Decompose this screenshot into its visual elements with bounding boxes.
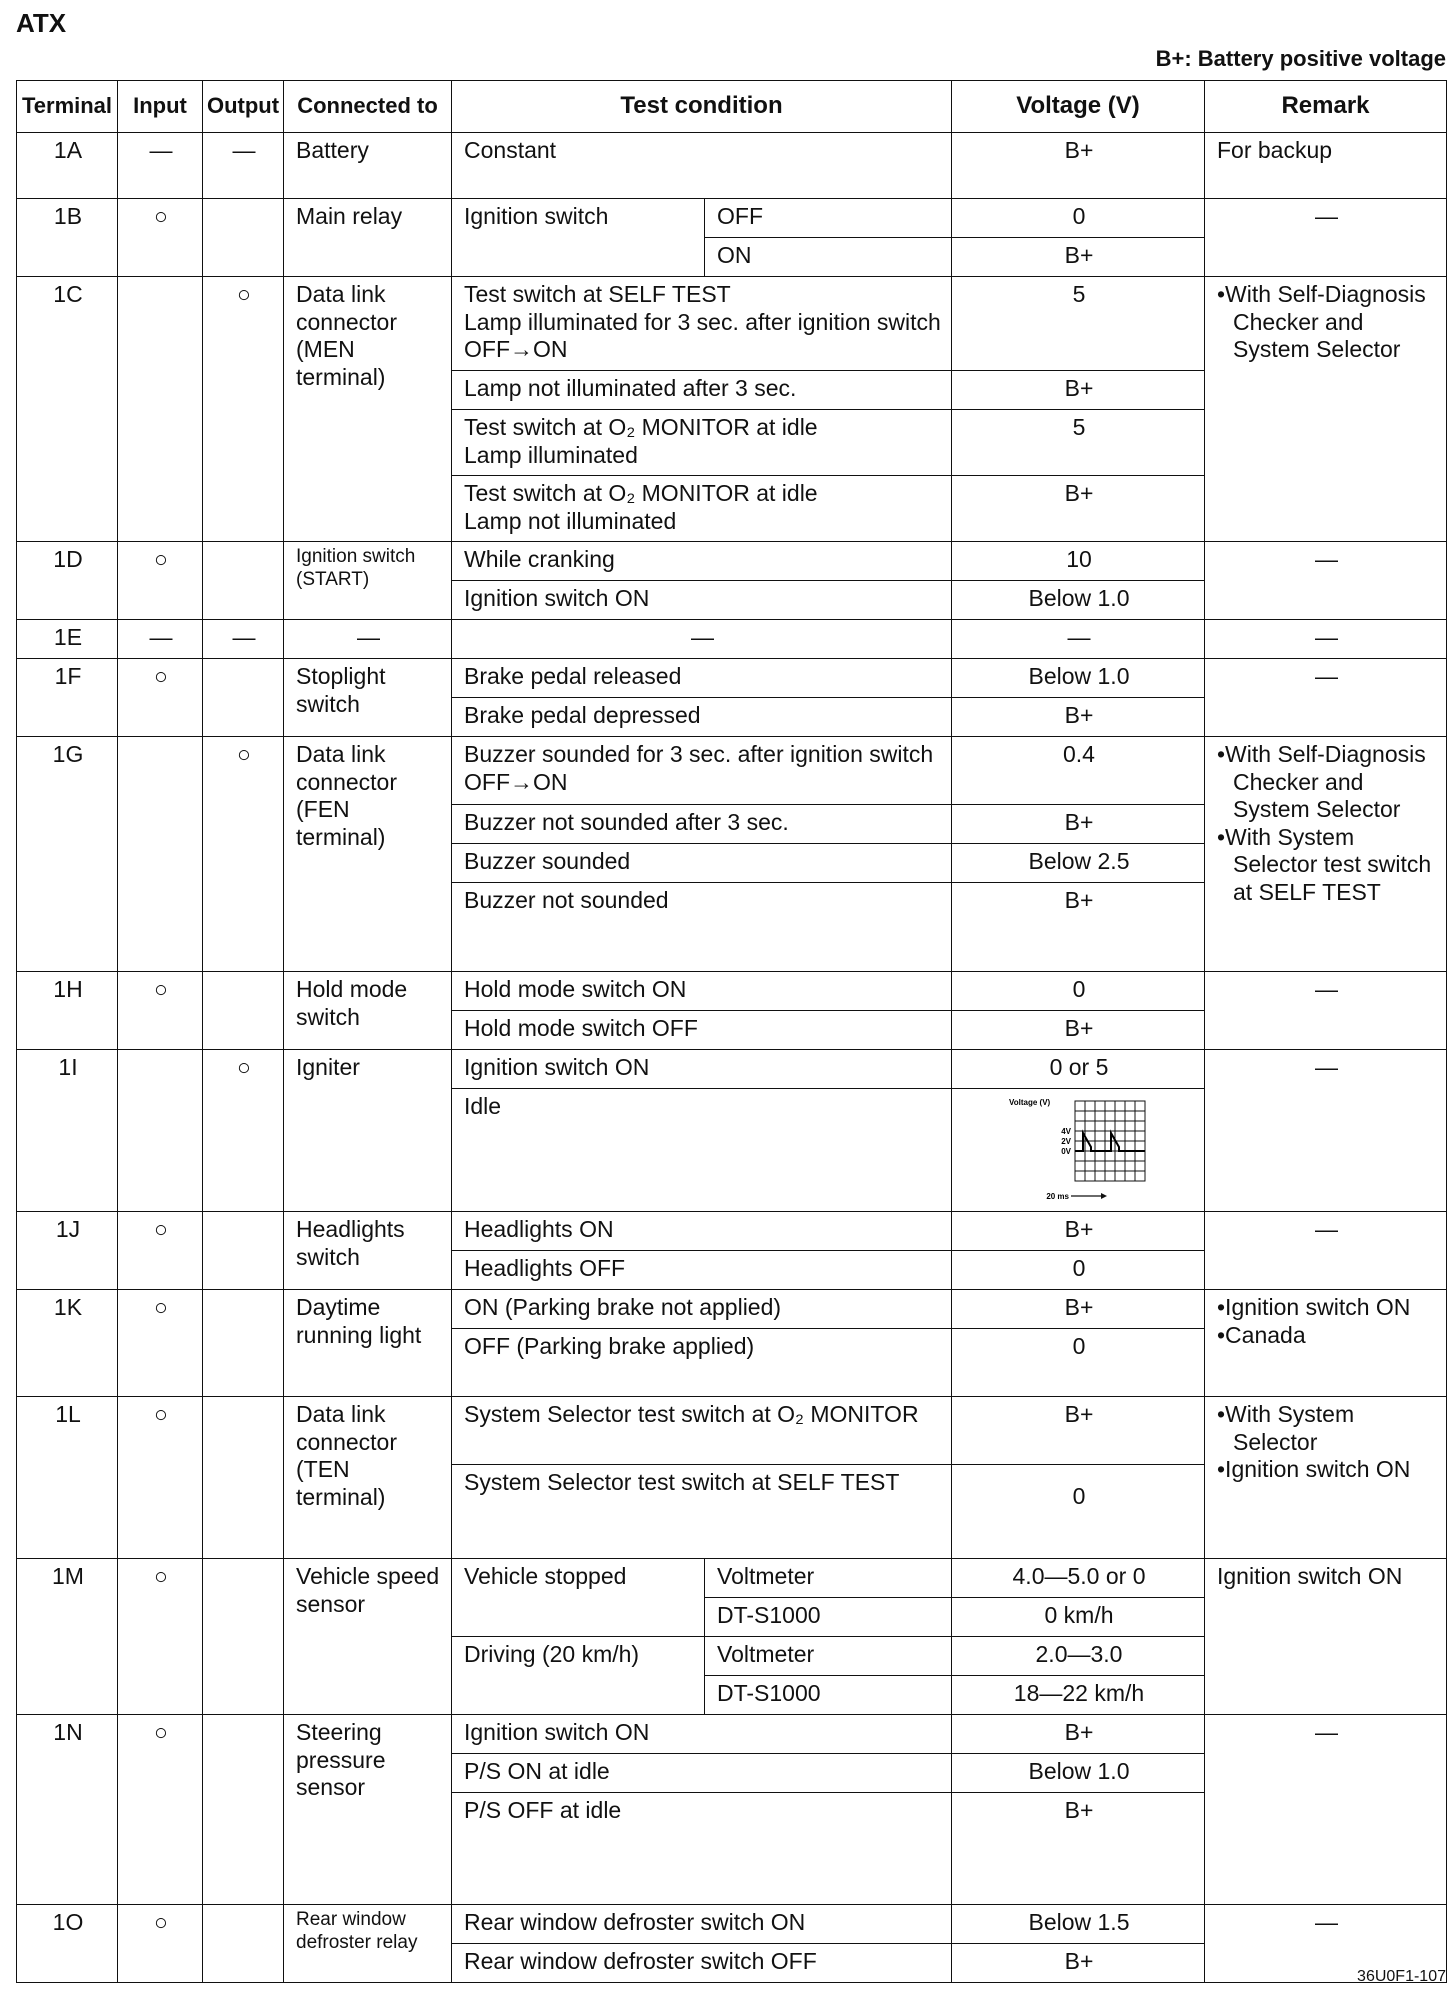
output-cell <box>203 972 284 1050</box>
voltage-cell: Below 2.5 <box>952 844 1205 883</box>
output-cell <box>203 1212 284 1290</box>
remark-bullet: •Canada <box>1217 1321 1306 1348</box>
voltage-cell: 0 <box>952 199 1205 238</box>
table-row <box>17 972 1447 1011</box>
remark-cell: — <box>1205 659 1447 737</box>
input-cell: ○ <box>118 1715 203 1905</box>
voltage-cell: Below 1.0 <box>952 659 1205 698</box>
connected-cell: Main relay <box>284 199 452 277</box>
connected-cell: Battery <box>284 133 452 199</box>
waveform-time-label: 20 ms <box>1046 1192 1069 1201</box>
connected-cell: Igniter <box>284 1050 452 1212</box>
voltage-cell: B+ <box>952 1290 1205 1329</box>
output-cell: ○ <box>203 1050 284 1212</box>
sub-condition-cell: ON <box>705 238 952 277</box>
table-row <box>17 133 1447 199</box>
remark-bullet: •Ignition switch ON <box>1217 1294 1411 1320</box>
voltage-cell: B+ <box>952 476 1205 542</box>
condition-cell: Constant <box>452 133 952 199</box>
legend-note: B+: Battery positive voltage <box>1155 46 1446 71</box>
voltage-cell: B+ <box>952 1397 1205 1465</box>
terminal-cell: 1K <box>17 1290 118 1397</box>
table-row <box>17 1559 1447 1598</box>
condition-cell: Hold mode switch ON <box>452 972 952 1011</box>
input-cell: ○ <box>118 1212 203 1290</box>
condition-cell: OFF (Parking brake applied) <box>452 1329 952 1397</box>
table-row <box>17 659 1447 698</box>
connected-cell: Data link connector (MEN terminal) <box>284 277 452 542</box>
remark-cell: — <box>1205 620 1447 659</box>
output-cell <box>203 1905 284 1983</box>
connected-cell: — <box>284 620 452 659</box>
remark-cell <box>1205 1397 1447 1559</box>
input-cell: ○ <box>118 542 203 620</box>
voltage-cell: 2.0—3.0 <box>952 1637 1205 1676</box>
terminal-cell: 1N <box>17 1715 118 1905</box>
table-row <box>17 620 1447 659</box>
table-row <box>17 1050 1447 1089</box>
condition-cell: — <box>452 620 952 659</box>
connected-cell: Data link connector (TEN terminal) <box>284 1397 452 1559</box>
header-terminal: Terminal <box>17 81 118 133</box>
table-row <box>17 737 1447 805</box>
input-cell: — <box>118 133 203 199</box>
terminal-cell: 1O <box>17 1905 118 1983</box>
waveform-tick: 2V <box>1061 1137 1071 1146</box>
voltage-cell: B+ <box>952 133 1205 199</box>
remark-cell: — <box>1205 1715 1447 1905</box>
remark-cell: — <box>1205 1212 1447 1290</box>
output-cell: ○ <box>203 277 284 542</box>
input-cell: ○ <box>118 1397 203 1559</box>
voltage-cell: Below 1.0 <box>952 1754 1205 1793</box>
output-cell <box>203 1559 284 1715</box>
table-row <box>17 1905 1447 1944</box>
sub-condition-cell: DT-S1000 <box>705 1676 952 1715</box>
voltage-cell: 5 <box>952 410 1205 476</box>
remark-cell: — <box>1205 542 1447 620</box>
input-cell: ○ <box>118 972 203 1050</box>
connected-cell: Data link connector (FEN terminal) <box>284 737 452 972</box>
page-title: ATX <box>16 8 67 38</box>
output-cell <box>203 659 284 737</box>
output-cell: — <box>203 133 284 199</box>
remark-cell: Ignition switch ON <box>1205 1559 1447 1715</box>
voltage-cell: B+ <box>952 1715 1205 1754</box>
condition-cell: Ignition switch <box>452 199 705 277</box>
header-test-condition: Test condition <box>452 81 952 133</box>
terminal-cell: 1L <box>17 1397 118 1559</box>
condition-cell: Buzzer not sounded <box>452 883 952 972</box>
voltage-cell: B+ <box>952 805 1205 844</box>
connected-cell: Hold mode switch <box>284 972 452 1050</box>
sub-condition-cell: DT-S1000 <box>705 1598 952 1637</box>
header-connected-to: Connected to <box>284 81 452 133</box>
condition-cell: Headlights OFF <box>452 1251 952 1290</box>
input-cell: — <box>118 620 203 659</box>
remark-bullet: •With System Selector <box>1217 1401 1355 1455</box>
remark-cell: — <box>1205 1050 1447 1212</box>
terminal-cell: 1G <box>17 737 118 972</box>
input-cell <box>118 1050 203 1212</box>
waveform-cell <box>952 1089 1205 1212</box>
output-cell <box>203 1397 284 1559</box>
table-row <box>17 199 1447 238</box>
sub-condition-cell: OFF <box>705 199 952 238</box>
condition-cell: Ignition switch ON <box>452 1050 952 1089</box>
input-cell: ○ <box>118 1905 203 1983</box>
voltage-cell: Below 1.5 <box>952 1905 1205 1944</box>
voltage-cell: 0 <box>952 1465 1205 1559</box>
voltage-cell: 18—22 km/h <box>952 1676 1205 1715</box>
terminal-cell: 1J <box>17 1212 118 1290</box>
sub-condition-cell: Voltmeter <box>705 1637 952 1676</box>
output-cell <box>203 542 284 620</box>
remark-cell: — <box>1205 972 1447 1050</box>
condition-cell: Rear window defroster switch OFF <box>452 1944 952 1983</box>
condition-cell: Buzzer not sounded after 3 sec. <box>452 805 952 844</box>
header-row <box>17 81 1447 133</box>
condition-cell: Buzzer sounded <box>452 844 952 883</box>
voltage-cell: B+ <box>952 238 1205 277</box>
condition-cell: P/S ON at idle <box>452 1754 952 1793</box>
input-cell <box>118 277 203 542</box>
terminal-cell: 1I <box>17 1050 118 1212</box>
condition-cell: Ignition switch ON <box>452 581 952 620</box>
table-row <box>17 1290 1447 1329</box>
voltage-cell: 0 or 5 <box>952 1050 1205 1089</box>
input-cell: ○ <box>118 1559 203 1715</box>
terminal-cell: 1M <box>17 1559 118 1715</box>
condition-cell: Idle <box>452 1089 952 1212</box>
voltage-cell: 0 <box>952 972 1205 1011</box>
table-row <box>17 277 1447 371</box>
condition-cell: Test switch at O₂ MONITOR at idle Lamp not illuminated <box>452 476 952 542</box>
header-remark: Remark <box>1205 81 1447 133</box>
header-input: Input <box>118 81 203 133</box>
connected-cell: Ignition switch (START) <box>284 542 452 620</box>
input-cell: ○ <box>118 659 203 737</box>
connected-cell: Steering pressure sensor <box>284 1715 452 1905</box>
table-row <box>17 1715 1447 1754</box>
condition-cell: Brake pedal depressed <box>452 698 952 737</box>
input-cell: ○ <box>118 1290 203 1397</box>
remark-cell <box>1205 1290 1447 1397</box>
terminal-cell: 1D <box>17 542 118 620</box>
condition-cell: ON (Parking brake not applied) <box>452 1290 952 1329</box>
terminal-cell: 1E <box>17 620 118 659</box>
condition-cell: Headlights ON <box>452 1212 952 1251</box>
connected-cell: Daytime running light <box>284 1290 452 1397</box>
output-cell <box>203 1715 284 1905</box>
waveform-arrow-head <box>1101 1193 1107 1199</box>
condition-cell: Driving (20 km/h) <box>452 1637 705 1715</box>
terminal-voltage-table <box>16 80 1447 1983</box>
table-row <box>17 1212 1447 1251</box>
voltage-cell: — <box>952 620 1205 659</box>
terminal-cell: 1C <box>17 277 118 542</box>
voltage-cell: 0 <box>952 1251 1205 1290</box>
input-cell: ○ <box>118 199 203 277</box>
condition-cell: Test switch at O₂ MONITOR at idle Lamp illuminated <box>452 410 952 476</box>
voltage-cell: 0 <box>952 1329 1205 1397</box>
voltage-cell: B+ <box>952 1212 1205 1251</box>
igniter-waveform <box>1009 1095 1149 1207</box>
terminal-cell: 1A <box>17 133 118 199</box>
remark-cell <box>1205 737 1447 972</box>
condition-cell: Rear window defroster switch ON <box>452 1905 952 1944</box>
output-cell: ○ <box>203 737 284 972</box>
voltage-cell: B+ <box>952 371 1205 410</box>
output-cell <box>203 1290 284 1397</box>
remark-bullet: •With System Selector test switch at SELF TEST <box>1217 823 1432 905</box>
connected-cell: Vehicle speed sensor <box>284 1559 452 1715</box>
voltage-cell: B+ <box>952 883 1205 972</box>
table-row <box>17 542 1447 581</box>
output-cell <box>203 199 284 277</box>
header-output: Output <box>203 81 284 133</box>
terminal-cell: 1B <box>17 199 118 277</box>
input-cell <box>118 737 203 972</box>
header-voltage: Voltage (V) <box>952 81 1205 133</box>
waveform-tick: 4V <box>1061 1127 1071 1136</box>
remark-cell: — <box>1205 199 1447 277</box>
voltage-cell: B+ <box>952 1011 1205 1050</box>
remark-cell <box>1205 277 1447 542</box>
voltage-cell: 5 <box>952 277 1205 371</box>
condition-cell: Vehicle stopped <box>452 1559 705 1637</box>
sub-condition-cell: Voltmeter <box>705 1559 952 1598</box>
table-row <box>17 1397 1447 1465</box>
condition-cell: Test switch at SELF TEST Lamp illuminated for 3 sec. after ignition switch OFF→ON <box>452 277 952 371</box>
terminal-cell: 1H <box>17 972 118 1050</box>
voltage-cell: B+ <box>952 1793 1205 1905</box>
connected-cell: Rear window defroster relay <box>284 1905 452 1983</box>
remark-bullet: •With Self-Diagnosis Checker and System Selector <box>1217 281 1426 363</box>
condition-cell: System Selector test switch at SELF TEST <box>452 1465 952 1559</box>
condition-cell: While cranking <box>452 542 952 581</box>
terminal-cell: 1F <box>17 659 118 737</box>
connected-cell: Stoplight switch <box>284 659 452 737</box>
condition-cell: Brake pedal released <box>452 659 952 698</box>
voltage-cell: 4.0—5.0 or 0 <box>952 1559 1205 1598</box>
condition-cell: Buzzer sounded for 3 sec. after ignition switch OFF→ON <box>452 737 952 805</box>
voltage-cell: 0.4 <box>952 737 1205 805</box>
remark-cell: For backup <box>1205 133 1447 199</box>
voltage-cell: B+ <box>952 698 1205 737</box>
voltage-cell: Below 1.0 <box>952 581 1205 620</box>
condition-cell: P/S OFF at idle <box>452 1793 952 1905</box>
figure-code: 36U0F1-107 <box>1357 1968 1446 1985</box>
voltage-cell: 0 km/h <box>952 1598 1205 1637</box>
connected-cell: Headlights switch <box>284 1212 452 1290</box>
condition-cell: Hold mode switch OFF <box>452 1011 952 1050</box>
waveform-tick: 0V <box>1061 1147 1071 1156</box>
condition-cell: Ignition switch ON <box>452 1715 952 1754</box>
remark-bullet: •Ignition switch ON <box>1217 1456 1411 1483</box>
condition-cell: System Selector test switch at O₂ MONITOR <box>452 1397 952 1465</box>
waveform-ylabel: Voltage (V) <box>1009 1098 1051 1107</box>
output-cell: — <box>203 620 284 659</box>
remark-cell: — <box>1205 1905 1447 1983</box>
voltage-cell: 10 <box>952 542 1205 581</box>
remark-bullet: •With Self-Diagnosis Checker and System Selector <box>1217 741 1426 823</box>
condition-cell: Lamp not illuminated after 3 sec. <box>452 371 952 410</box>
voltage-cell: B+ <box>952 1944 1205 1983</box>
